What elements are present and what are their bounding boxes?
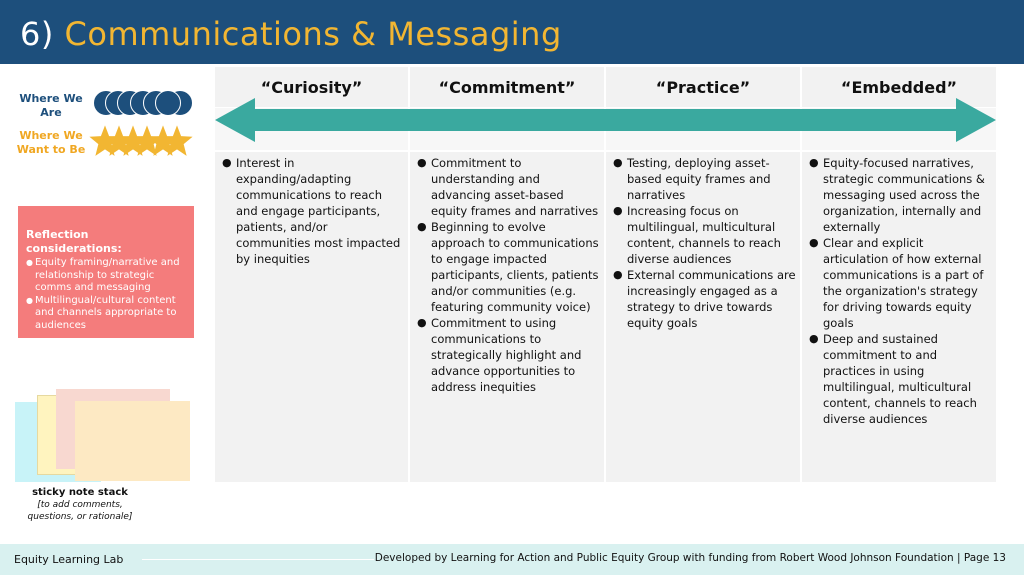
stage-header: “Embedded” (840, 78, 958, 97)
stage-item: ● Increasing focus on multilingual, multicultural content, channels to reach diverse audiences (613, 203, 796, 267)
stage-item: ● Beginning to evolve approach to communications to engage impacted participants, clients, patients and/or communities (e.g. featuring community voice) (417, 219, 600, 315)
sticky-caption-title: sticky note stack (32, 487, 128, 498)
footer-divider (142, 559, 374, 560)
circle-icon[interactable] (155, 90, 181, 116)
legend-where-we-are: Where We Are (19, 92, 83, 119)
stage-body (606, 155, 800, 331)
stage-header: “Commitment” (438, 78, 576, 97)
footer-bar (0, 544, 1024, 575)
footer-org-name: Equity Learning Lab (14, 553, 124, 566)
stage-item: ● Testing, deploying asset-based equity frames and narratives (613, 155, 796, 203)
stage-item: ● Commitment to using communications to strategically highlight and advance opportunities to address inequities (417, 315, 600, 395)
page-title (20, 14, 562, 54)
sticky-note-caption (20, 487, 140, 523)
circle-markers[interactable] (93, 90, 203, 118)
reflection-considerations-box (18, 206, 194, 338)
stage-item: ● Deep and sustained commitment to and practices in using multilingual, multicultural content, channels to reach diverse audiences (809, 331, 992, 427)
stage-item: ● Equity-focused narratives, strategic communications & messaging used across the organization, internally and externally (809, 155, 992, 235)
section-title: Communications & Messaging (64, 15, 562, 53)
stage-item: ● Interest in expanding/adapting communications to reach and engage participants, patients, and/or communities most impacted by inequities (222, 155, 404, 267)
reflection-item: ● Equity framing/narrative and relationship to strategic comms and messaging (26, 257, 186, 295)
stage-item: ● External communications are increasingly engaged as a strategy to drive towards equity goals (613, 267, 796, 331)
header-bar (0, 0, 1024, 64)
star-markers[interactable] (88, 124, 198, 160)
stage-header: “Practice” (655, 78, 751, 97)
reflection-list (26, 257, 186, 332)
footer-credit: Developed by Learning for Action and Public Equity Group with funding from Robert Wood Johnson Foundation | Page 13 (374, 552, 1006, 564)
stage-body (410, 155, 604, 395)
stage-body (215, 155, 408, 267)
section-number: 6) (20, 15, 54, 53)
reflection-title: Reflection considerations: (26, 228, 122, 255)
legend-where-we-want-to-be: Where We Want to Be (16, 129, 86, 156)
double-arrow-icon (215, 97, 996, 143)
stage-header: “Curiosity” (260, 78, 363, 97)
sticky-note-peach[interactable] (75, 401, 190, 481)
stage-item: ● Commitment to understanding and advancing asset-based equity frames and narratives (417, 155, 600, 219)
stage-body (802, 155, 996, 427)
stage-item: ● Clear and explicit articulation of how external communications is a part of the organization's strategy for driving towards equity goals (809, 235, 992, 331)
star-icon[interactable] (160, 124, 194, 158)
sticky-caption-subtitle: [to add comments, questions, or rationale] (27, 500, 133, 522)
reflection-item: ● Multilingual/cultural content and channels appropriate to audiences (26, 295, 186, 333)
